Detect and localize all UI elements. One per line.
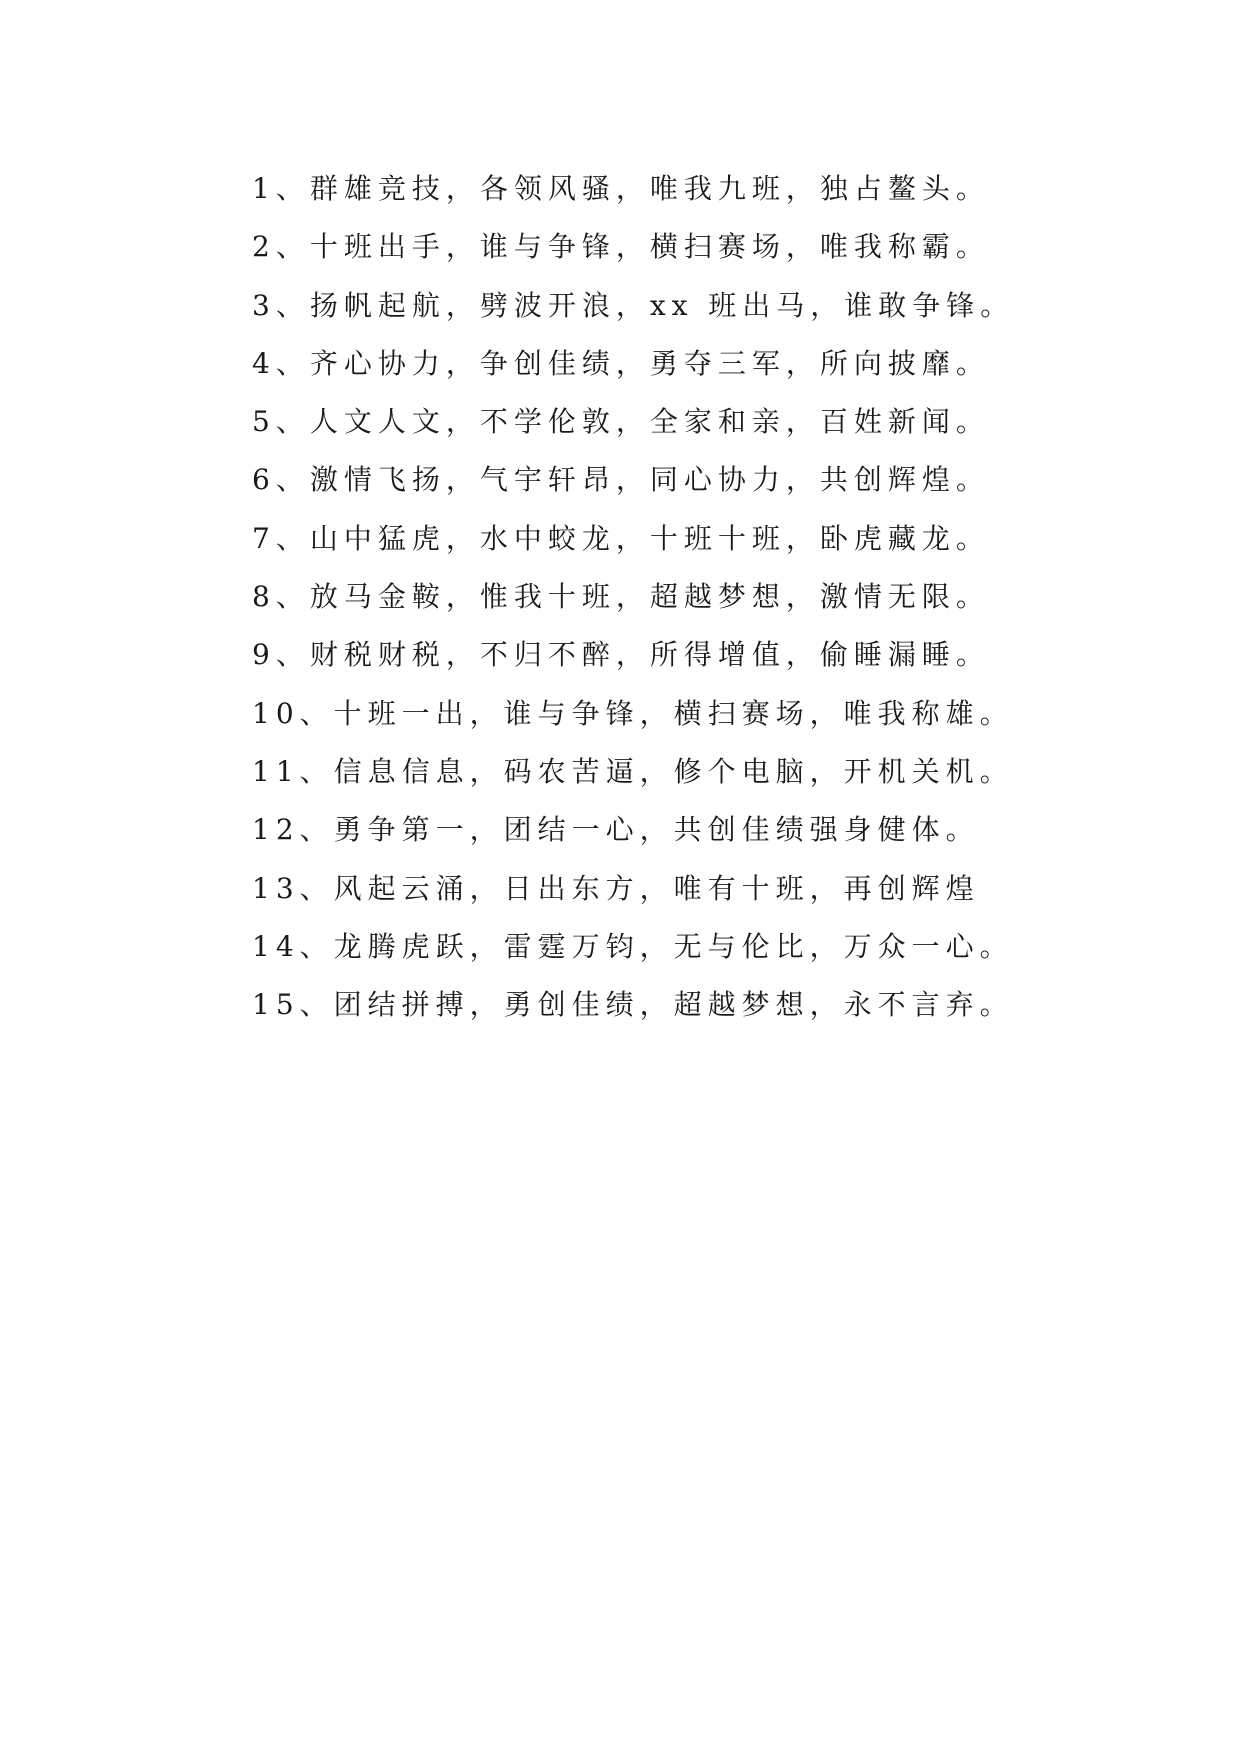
slogan-line: 13、风起云涌，日出东方，唯有十班，再创辉煌 [252,871,980,905]
slogan-line: 12、勇争第一，团结一心，共创佳绩强身健体。 [252,813,980,847]
slogan-list [252,160,1014,1034]
slogan-line: 10、十班一出，谁与争锋，横扫赛场，唯我称雄。 [252,696,1014,730]
slogan-line: 8、放马金鞍，惟我十班，超越梦想，激情无限。 [252,580,990,614]
slogan-line: 5、人文人文，不学伦敦，全家和亲，百姓新闻。 [252,405,990,439]
slogan-line: 7、山中猛虎，水中蛟龙，十班十班，卧虎藏龙。 [252,521,990,555]
slogan-line: 15、团结拼搏，勇创佳绩，超越梦想，永不言弃。 [252,988,1014,1022]
slogan-line: 14、龙腾虎跃，雷霆万钧，无与伦比，万众一心。 [252,929,1014,963]
slogan-line: 2、十班出手，谁与争锋，横扫赛场，唯我称霸。 [252,230,990,264]
slogan-line: 6、激情飞扬，气宇轩昂，同心协力，共创辉煌。 [252,463,990,497]
slogan-line: 11、信息信息，码农苦逼，修个电脑，开机关机。 [252,754,1014,788]
slogan-line: 3、扬帆起航，劈波开浪，xx 班出马，谁敢争锋。 [252,288,1015,322]
slogan-line: 1、群雄竞技，各领风骚，唯我九班，独占鳌头。 [252,172,990,205]
slogan-line: 9、财税财税，不归不醉，所得增值，偷睡漏睡。 [252,638,990,672]
slogan-line: 4、齐心协力，争创佳绩，勇夺三军，所向披靡。 [252,346,990,380]
